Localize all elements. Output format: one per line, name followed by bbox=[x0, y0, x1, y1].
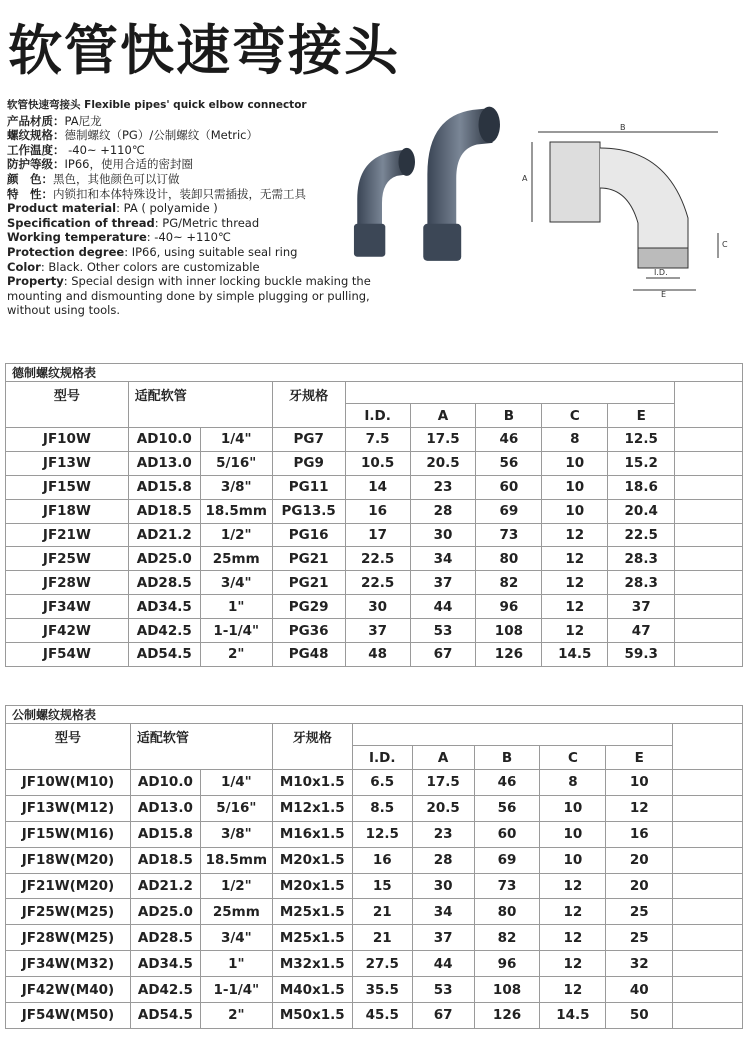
table-cell: 23 bbox=[410, 475, 476, 499]
table-cell: JF54W bbox=[6, 643, 129, 667]
table-cell: 45.5 bbox=[352, 1003, 412, 1029]
header-row bbox=[6, 382, 743, 404]
table-row bbox=[6, 770, 743, 796]
table-cell: 108 bbox=[476, 619, 542, 643]
table-cell: 15 bbox=[352, 873, 412, 899]
spec-label: Product material bbox=[7, 201, 117, 216]
spec-value: : IP66, using suitable seal ring bbox=[124, 244, 298, 259]
table-cell: 12.5 bbox=[608, 428, 675, 452]
table-cell: M32x1.5 bbox=[272, 951, 352, 977]
table-cell: 37 bbox=[410, 571, 476, 595]
spec-value: : Black. Other colors are customizable bbox=[40, 259, 260, 274]
table-cell: 34 bbox=[412, 899, 474, 925]
header-id: I.D. bbox=[345, 404, 410, 428]
table-cell: 1" bbox=[200, 595, 272, 619]
table-cell: M25x1.5 bbox=[272, 925, 352, 951]
table-cell-blank bbox=[673, 770, 743, 796]
label-id: I.D. bbox=[654, 268, 668, 277]
table-cell-blank bbox=[675, 523, 743, 547]
table-cell: 37 bbox=[412, 925, 474, 951]
table-cell: 10.5 bbox=[345, 451, 410, 475]
table-cell: 12.5 bbox=[352, 821, 412, 847]
table-cell-blank bbox=[675, 619, 743, 643]
table-cell: 3/4" bbox=[200, 571, 272, 595]
table-cell: JF21W(M20) bbox=[6, 873, 131, 899]
table-cell: 37 bbox=[608, 595, 675, 619]
table-cell: 12 bbox=[540, 899, 606, 925]
spec-value: PA尼龙 bbox=[64, 113, 102, 128]
table-cell: 59.3 bbox=[608, 643, 675, 667]
page-title: 软管快速弯接头 bbox=[8, 19, 400, 82]
table-cell: AD25.0 bbox=[128, 547, 200, 571]
table-cell: 1/2" bbox=[200, 873, 272, 899]
table-cell: 20.4 bbox=[608, 499, 675, 523]
table-cell: JF18W(M20) bbox=[6, 847, 131, 873]
table-cell: JF15W(M16) bbox=[6, 821, 131, 847]
table-cell: 69 bbox=[474, 847, 540, 873]
header-dims-group bbox=[352, 724, 672, 746]
table-cell-blank bbox=[675, 499, 743, 523]
table-cell: 22.5 bbox=[345, 547, 410, 571]
spec-subtitle: 软管快速弯接头 Flexible pipes' quick elbow connector bbox=[7, 99, 307, 111]
product-photo bbox=[312, 100, 518, 265]
table-cell: AD18.5 bbox=[128, 499, 200, 523]
table-cell: 40 bbox=[606, 977, 673, 1003]
table-cell: PG21 bbox=[272, 571, 345, 595]
spec-label: Specification of thread bbox=[7, 215, 155, 230]
table-cell: 34 bbox=[410, 547, 476, 571]
header-id: I.D. bbox=[352, 746, 412, 770]
table-cell: JF18W bbox=[6, 499, 129, 523]
table-cell: 17 bbox=[345, 523, 410, 547]
spec-line bbox=[7, 274, 407, 318]
label-a: A bbox=[522, 174, 528, 183]
table-cell: 3/8" bbox=[200, 475, 272, 499]
header-model: 型号 bbox=[6, 382, 129, 428]
table-cell: 1/4" bbox=[200, 428, 272, 452]
table-row bbox=[6, 821, 743, 847]
table-cell: AD10.0 bbox=[128, 428, 200, 452]
table-cell: 28 bbox=[412, 847, 474, 873]
table-cell: AD54.5 bbox=[130, 1003, 200, 1029]
table-cell: 14.5 bbox=[542, 643, 608, 667]
table-cell: AD15.8 bbox=[128, 475, 200, 499]
table-cell-blank bbox=[673, 925, 743, 951]
table-cell: 3/8" bbox=[200, 821, 272, 847]
table-cell: 5/16" bbox=[200, 451, 272, 475]
table-cell: 48 bbox=[345, 643, 410, 667]
table-cell: 10 bbox=[540, 821, 606, 847]
table-row bbox=[6, 547, 743, 571]
table-cell: 30 bbox=[410, 523, 476, 547]
table-cell: 82 bbox=[476, 571, 542, 595]
header-e: E bbox=[606, 746, 673, 770]
table-row bbox=[6, 925, 743, 951]
table-cell: 1/4" bbox=[200, 770, 272, 796]
spec-label: Color bbox=[7, 259, 41, 274]
table-row bbox=[6, 1003, 743, 1029]
table-cell: PG13.5 bbox=[272, 499, 345, 523]
table-cell: 50 bbox=[606, 1003, 673, 1029]
table-cell: PG21 bbox=[272, 547, 345, 571]
table-cell: 12 bbox=[606, 795, 673, 821]
table-cell-blank bbox=[675, 571, 743, 595]
table-cell: 30 bbox=[345, 595, 410, 619]
spec-value: : PA ( polyamide ) bbox=[116, 201, 218, 216]
table-cell: 44 bbox=[412, 951, 474, 977]
table-cell-blank bbox=[675, 547, 743, 571]
header-c: C bbox=[540, 746, 606, 770]
table-row bbox=[6, 873, 743, 899]
table-cell: AD21.2 bbox=[128, 523, 200, 547]
header-thread: 牙规格 bbox=[272, 382, 345, 428]
table-cell: 12 bbox=[540, 951, 606, 977]
table-cell: AD25.0 bbox=[130, 899, 200, 925]
spec-label: 产品材质： bbox=[7, 113, 65, 128]
table-cell-blank bbox=[675, 428, 743, 452]
header-thread: 牙规格 bbox=[272, 724, 352, 770]
table-cell: 28 bbox=[410, 499, 476, 523]
table-cell: 20 bbox=[606, 847, 673, 873]
table-cell: 32 bbox=[606, 951, 673, 977]
spec-value: IP66，使用合适的密封圈 bbox=[64, 157, 193, 172]
table-row bbox=[6, 475, 743, 499]
table-cell: JF13W(M12) bbox=[6, 795, 131, 821]
table-cell: PG7 bbox=[272, 428, 345, 452]
table-cell: 60 bbox=[476, 475, 542, 499]
table-cell: 44 bbox=[410, 595, 476, 619]
spec-label: 颜 色： bbox=[7, 171, 53, 186]
large-elbow-image bbox=[423, 107, 500, 261]
header-b: B bbox=[474, 746, 540, 770]
table-row bbox=[6, 451, 743, 475]
table-cell-blank bbox=[675, 643, 743, 667]
table-cell: 12 bbox=[540, 925, 606, 951]
table-cell: 10 bbox=[540, 847, 606, 873]
table-cell: JF34W(M32) bbox=[6, 951, 131, 977]
table-cell: 21 bbox=[352, 899, 412, 925]
pg-thread-table bbox=[5, 363, 743, 667]
table-cell: 53 bbox=[410, 619, 476, 643]
table-cell: PG16 bbox=[272, 523, 345, 547]
table-cell: AD15.8 bbox=[130, 821, 200, 847]
table-cell: 28.3 bbox=[608, 547, 675, 571]
table-cell: 16 bbox=[606, 821, 673, 847]
table-cell: 67 bbox=[412, 1003, 474, 1029]
table-cell: 53 bbox=[412, 977, 474, 1003]
table-cell: M25x1.5 bbox=[272, 899, 352, 925]
spec-value: : PG/Metric thread bbox=[154, 215, 260, 230]
table-cell: 10 bbox=[540, 795, 606, 821]
table-cell: PG11 bbox=[272, 475, 345, 499]
table-cell: AD10.0 bbox=[130, 770, 200, 796]
table-cell: 96 bbox=[476, 595, 542, 619]
table-cell: JF25W(M25) bbox=[6, 899, 131, 925]
table-cell-blank bbox=[673, 951, 743, 977]
spec-label: Property bbox=[7, 274, 64, 289]
table-cell-blank bbox=[673, 899, 743, 925]
header-hose: 适配软管 bbox=[130, 724, 272, 770]
spec-label: 工作温度： bbox=[7, 142, 65, 157]
table-cell: AD21.2 bbox=[130, 873, 200, 899]
table-cell: JF15W bbox=[6, 475, 129, 499]
table-cell: JF21W bbox=[6, 523, 129, 547]
table-cell: 47 bbox=[608, 619, 675, 643]
table-cell-blank bbox=[673, 821, 743, 847]
header-e: E bbox=[608, 404, 675, 428]
table-cell: 8 bbox=[540, 770, 606, 796]
table-cell: 14 bbox=[345, 475, 410, 499]
label-c: C bbox=[722, 240, 728, 249]
table-cell: 1-1/4" bbox=[200, 619, 272, 643]
table-cell: 12 bbox=[542, 547, 608, 571]
table-cell: AD13.0 bbox=[130, 795, 200, 821]
table-cell: 1-1/4" bbox=[200, 977, 272, 1003]
table-cell: JF25W bbox=[6, 547, 129, 571]
spec-label: 特 性： bbox=[7, 186, 53, 201]
table-row bbox=[6, 795, 743, 821]
table-cell: 12 bbox=[540, 977, 606, 1003]
spec-value: : -40~ +110℃ bbox=[146, 230, 231, 245]
table-cell: M50x1.5 bbox=[272, 1003, 352, 1029]
table-cell: 25 bbox=[606, 899, 673, 925]
table-cell: 22.5 bbox=[345, 571, 410, 595]
table-cell: 108 bbox=[474, 977, 540, 1003]
table-cell-blank bbox=[673, 1003, 743, 1029]
table-cell-blank bbox=[675, 475, 743, 499]
table-cell: 20.5 bbox=[412, 795, 474, 821]
spec-value: : Special design with inner locking buckle making the mounting and dismounting done by simple plugging or pulling, without using tools. bbox=[7, 274, 371, 318]
table-cell: 5/16" bbox=[200, 795, 272, 821]
table-cell-blank bbox=[675, 451, 743, 475]
table-cell: 60 bbox=[474, 821, 540, 847]
table-cell: 67 bbox=[410, 643, 476, 667]
table-cell: 20.5 bbox=[410, 451, 476, 475]
spec-value: 内锁扣和本体特殊设计，装卸只需插拔，无需工具 bbox=[53, 186, 306, 201]
table-cell: 8.5 bbox=[352, 795, 412, 821]
table-cell: 46 bbox=[474, 770, 540, 796]
table-cell: JF13W bbox=[6, 451, 129, 475]
table-cell: 10 bbox=[542, 499, 608, 523]
spec-value: 德制螺纹（PG）/公制螺纹（Metric） bbox=[64, 128, 258, 143]
header-hose: 适配软管 bbox=[128, 382, 272, 428]
table-cell-blank bbox=[673, 873, 743, 899]
metric-thread-table bbox=[5, 705, 743, 1029]
table-cell: 8 bbox=[542, 428, 608, 452]
table-cell: 18.5mm bbox=[200, 847, 272, 873]
spec-value: -40~ +110℃ bbox=[64, 142, 145, 157]
table-cell-blank bbox=[673, 847, 743, 873]
table-cell: 56 bbox=[474, 795, 540, 821]
table-cell: M16x1.5 bbox=[272, 821, 352, 847]
table-cell: 2" bbox=[200, 1003, 272, 1029]
table-cell: 16 bbox=[352, 847, 412, 873]
label-e: E bbox=[661, 290, 667, 299]
table-cell: 12 bbox=[542, 619, 608, 643]
header-dims-group bbox=[345, 382, 675, 404]
table-cell: JF42W(M40) bbox=[6, 977, 131, 1003]
table-cell: 20 bbox=[606, 873, 673, 899]
table-cell: 37 bbox=[345, 619, 410, 643]
table-row bbox=[6, 499, 743, 523]
small-elbow-image bbox=[354, 148, 415, 257]
table-cell: AD28.5 bbox=[128, 571, 200, 595]
table-cell: 14.5 bbox=[540, 1003, 606, 1029]
table-cell: 56 bbox=[476, 451, 542, 475]
table-cell: PG29 bbox=[272, 595, 345, 619]
table-cell: 12 bbox=[540, 873, 606, 899]
header-blank bbox=[673, 724, 743, 770]
spec-label: Working temperature bbox=[7, 230, 147, 245]
table-cell: 7.5 bbox=[345, 428, 410, 452]
table-cell: 73 bbox=[476, 523, 542, 547]
table-cell: 69 bbox=[476, 499, 542, 523]
table-cell: 12 bbox=[542, 571, 608, 595]
table-cell: 17.5 bbox=[412, 770, 474, 796]
table-cell: M20x1.5 bbox=[272, 873, 352, 899]
table-cell: 25mm bbox=[200, 547, 272, 571]
table-cell: JF10W(M10) bbox=[6, 770, 131, 796]
header-blank bbox=[675, 382, 743, 428]
table-title-row bbox=[6, 364, 743, 382]
table-cell: AD13.0 bbox=[128, 451, 200, 475]
table-cell: JF42W bbox=[6, 619, 129, 643]
table-cell: 12 bbox=[542, 595, 608, 619]
table-cell: M20x1.5 bbox=[272, 847, 352, 873]
table-cell: 18.6 bbox=[608, 475, 675, 499]
table-cell-blank bbox=[675, 595, 743, 619]
table-cell: 1" bbox=[200, 951, 272, 977]
table-cell: 18.5mm bbox=[200, 499, 272, 523]
table-cell: 21 bbox=[352, 925, 412, 951]
table-cell: AD54.5 bbox=[128, 643, 200, 667]
table-row bbox=[6, 595, 743, 619]
table-cell: 10 bbox=[606, 770, 673, 796]
table-cell: AD42.5 bbox=[128, 619, 200, 643]
spec-label: Protection degree bbox=[7, 244, 125, 259]
table-cell: JF54W(M50) bbox=[6, 1003, 131, 1029]
table-cell: 3/4" bbox=[200, 925, 272, 951]
spec-label: 螺纹规格： bbox=[7, 128, 65, 143]
table-cell: 10 bbox=[542, 475, 608, 499]
table-title: 德制螺纹规格表 bbox=[6, 364, 743, 382]
table-cell: 17.5 bbox=[410, 428, 476, 452]
table-cell: AD42.5 bbox=[130, 977, 200, 1003]
dimension-drawing bbox=[518, 118, 746, 298]
header-a: A bbox=[410, 404, 476, 428]
header-row bbox=[6, 724, 743, 746]
spec-value: 黑色，其他颜色可以订做 bbox=[53, 171, 180, 186]
table-row bbox=[6, 643, 743, 667]
table-row bbox=[6, 523, 743, 547]
table-row bbox=[6, 619, 743, 643]
table-cell: M12x1.5 bbox=[272, 795, 352, 821]
table-cell: M40x1.5 bbox=[272, 977, 352, 1003]
table-cell: 126 bbox=[474, 1003, 540, 1029]
table-cell: AD34.5 bbox=[130, 951, 200, 977]
table-cell: 80 bbox=[474, 899, 540, 925]
table-cell: 6.5 bbox=[352, 770, 412, 796]
table-cell: 15.2 bbox=[608, 451, 675, 475]
table-cell: JF34W bbox=[6, 595, 129, 619]
table-cell: AD28.5 bbox=[130, 925, 200, 951]
table-cell: AD18.5 bbox=[130, 847, 200, 873]
table-cell: 22.5 bbox=[608, 523, 675, 547]
table-cell: 82 bbox=[474, 925, 540, 951]
table-cell: AD34.5 bbox=[128, 595, 200, 619]
table-cell: 35.5 bbox=[352, 977, 412, 1003]
header-model: 型号 bbox=[6, 724, 131, 770]
table-cell: PG36 bbox=[272, 619, 345, 643]
table-cell: JF10W bbox=[6, 428, 129, 452]
table-cell: 30 bbox=[412, 873, 474, 899]
table-row bbox=[6, 977, 743, 1003]
table-cell: 25mm bbox=[200, 899, 272, 925]
table-cell: M10x1.5 bbox=[272, 770, 352, 796]
table-cell: PG9 bbox=[272, 451, 345, 475]
table-title: 公制螺纹规格表 bbox=[6, 706, 743, 724]
spec-label: 防护等级： bbox=[7, 157, 65, 172]
table-row bbox=[6, 847, 743, 873]
table-cell: PG48 bbox=[272, 643, 345, 667]
table-cell: 12 bbox=[542, 523, 608, 547]
table-cell: 25 bbox=[606, 925, 673, 951]
table-cell: 27.5 bbox=[352, 951, 412, 977]
table-cell: 46 bbox=[476, 428, 542, 452]
label-b: B bbox=[620, 123, 626, 132]
table-cell: 1/2" bbox=[200, 523, 272, 547]
table-cell: 10 bbox=[542, 451, 608, 475]
table-row bbox=[6, 951, 743, 977]
table-cell-blank bbox=[673, 977, 743, 1003]
table-row bbox=[6, 428, 743, 452]
table-cell: 126 bbox=[476, 643, 542, 667]
table-cell: 23 bbox=[412, 821, 474, 847]
header-b: B bbox=[476, 404, 542, 428]
header-c: C bbox=[542, 404, 608, 428]
table-cell: JF28W bbox=[6, 571, 129, 595]
table-cell: 2" bbox=[200, 643, 272, 667]
table-cell: 16 bbox=[345, 499, 410, 523]
table-cell: 73 bbox=[474, 873, 540, 899]
table-title-row bbox=[6, 706, 743, 724]
table-cell: 80 bbox=[476, 547, 542, 571]
table-row bbox=[6, 571, 743, 595]
table-cell: 96 bbox=[474, 951, 540, 977]
table-cell: JF28W(M25) bbox=[6, 925, 131, 951]
header-a: A bbox=[412, 746, 474, 770]
table-cell: 28.3 bbox=[608, 571, 675, 595]
table-cell-blank bbox=[673, 795, 743, 821]
table-row bbox=[6, 899, 743, 925]
